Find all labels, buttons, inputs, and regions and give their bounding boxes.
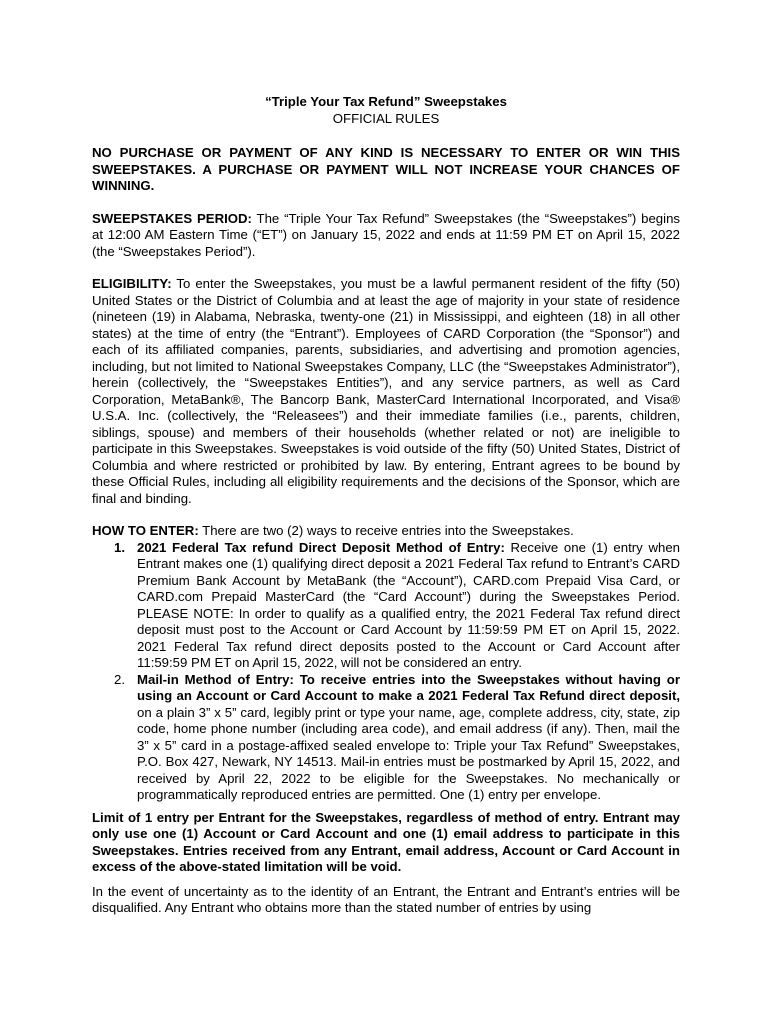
uncertainty-paragraph: In the event of uncertainty as to the identity of an Entrant, the Entrant and Entrant’s entries will be disqualified. Any Entrant who obtains more than the stated number of entries by using bbox=[92, 883, 680, 915]
how-to-enter-section bbox=[92, 523, 680, 540]
entry-method-direct-deposit bbox=[92, 540, 680, 672]
eligibility-heading: ELIGIBILITY: bbox=[92, 276, 172, 291]
sweepstakes-period-heading: SWEEPSTAKES PERIOD: bbox=[92, 210, 252, 226]
list-number: 2. bbox=[114, 671, 125, 687]
entry-methods-list bbox=[92, 540, 680, 804]
document-page bbox=[92, 94, 680, 933]
eligibility-section bbox=[92, 276, 680, 507]
entry-method-heading: 2021 Federal Tax refund Direct Deposit Method of Entry: bbox=[137, 539, 505, 555]
how-to-enter-text: There are two (2) ways to receive entries into the Sweepstakes. bbox=[198, 523, 574, 538]
entry-limit-notice: Limit of 1 entry per Entrant for the Sweepstakes, regardless of method of entry. Entrant may only use one (1) Account or Card Account and one (1) email address to participate in this Sweepstakes. Entries received from any Entrant, email address, Account or Card Account in excess of the above-stated limitation will be void. bbox=[92, 809, 680, 874]
how-to-enter-heading: HOW TO ENTER: bbox=[92, 523, 199, 538]
entry-method-heading: Mail-in Method of Entry: To receive entries into the Sweepstakes without having or using an Account or Card Account to make a 2021 Federal Tax Refund direct deposit, bbox=[137, 671, 680, 703]
sweepstakes-period-text: The “Triple Your Tax Refund” Sweepstakes (the “Sweepstakes”) begins at 12:00 AM Eastern Time (“ET”) on January 15, 2022 and ends at 11:59 PM ET on April 15, 2022 (the “Sweepstakes Period”). bbox=[92, 210, 681, 259]
eligibility-text: To enter the Sweepstakes, you must be a lawful permanent resident of the fifty (50) United States or the District of Columbia and at least the age of majority in your state of residence (nineteen (19) in Alabama, Nebraska, twenty-one (21) in Mississippi, and eighteen (18) in all other states) at the time of entry (the “Entrant”). Employees of CARD Corporation (the “Sponsor”) and each of its affiliated companies, parents, subsidiaries, and advertising and promotion agencies, including, but not limited to National Sweepstakes Company, LLC (the “Sweepstakes Administrator”), herein (collectively, the “Sweepstakes Entities”), and any service partners, as well as Card Corporation, MetaBank®, The Bancorp Bank, MasterCard International Incorporated, and Visa® U.S.A. Inc. (collectively, the “Releasees”) and their immediate families (i.e., parents, children, siblings, spouse) and members of their households (whether related or not) are ineligible to participate in this Sweepstakes. Sweepstakes is void outside of the fifty (50) United States, District of Columbia and where restricted or prohibited by law. By entering, Entrant agrees to be bound by these Official Rules, including all eligibility requirements and the decisions of the Sponsor, which are final and binding. bbox=[92, 276, 680, 506]
document-title: “Triple Your Tax Refund” Sweepstakes bbox=[265, 94, 507, 109]
entry-method-mail-in bbox=[92, 672, 680, 804]
no-purchase-notice: NO PURCHASE OR PAYMENT OF ANY KIND IS NECESSARY TO ENTER OR WIN THIS SWEEPSTAKES. A PURCHASE OR PAYMENT WILL NOT INCREASE YOUR CHANCES OF WINNING. bbox=[92, 145, 680, 193]
sweepstakes-period-section bbox=[92, 211, 680, 261]
list-number: 1. bbox=[114, 539, 125, 555]
entry-method-text: Receive one (1) entry when Entrant makes one (1) qualifying direct deposit a 2021 Federal Tax refund to Entrant’s CARD Premium Bank Account by MetaBank (the “Account”), CARD.com Prepaid Visa Card, or CARD.com Prepaid MasterCard (the “Card Account”) during the Sweepstakes Period. PLEASE NOTE: In order to qualify as a qualified entry, the 2021 Federal Tax refund direct deposit must post to the Account or Card Account by 11:59:59 PM ET on April 15, 2022. 2021 Federal Tax refund direct deposits posted to the Account or Card Account after 11:59:59 PM ET on April 15, 2022, will not be considered an entry. bbox=[137, 539, 680, 670]
entry-method-text: on a plain 3” x 5” card, legibly print or type your name, age, complete address, city, state, zip code, home phone number (including area code), and email address (if any). Then, mail the 3” x 5” card in a postage-affixed sealed envelope to: Triple your Tax Refund” Sweepstakes, P.O. Box 427, Newark, NY 14513. Mail-in entries must be postmarked by April 15, 2022, and received by April 22, 2022 to be eligible for the Sweepstakes. No mechanically or programmatically reproduced entries are permitted. One (1) entry per envelope. bbox=[137, 704, 680, 802]
document-subtitle: OFFICIAL RULES bbox=[332, 110, 440, 126]
